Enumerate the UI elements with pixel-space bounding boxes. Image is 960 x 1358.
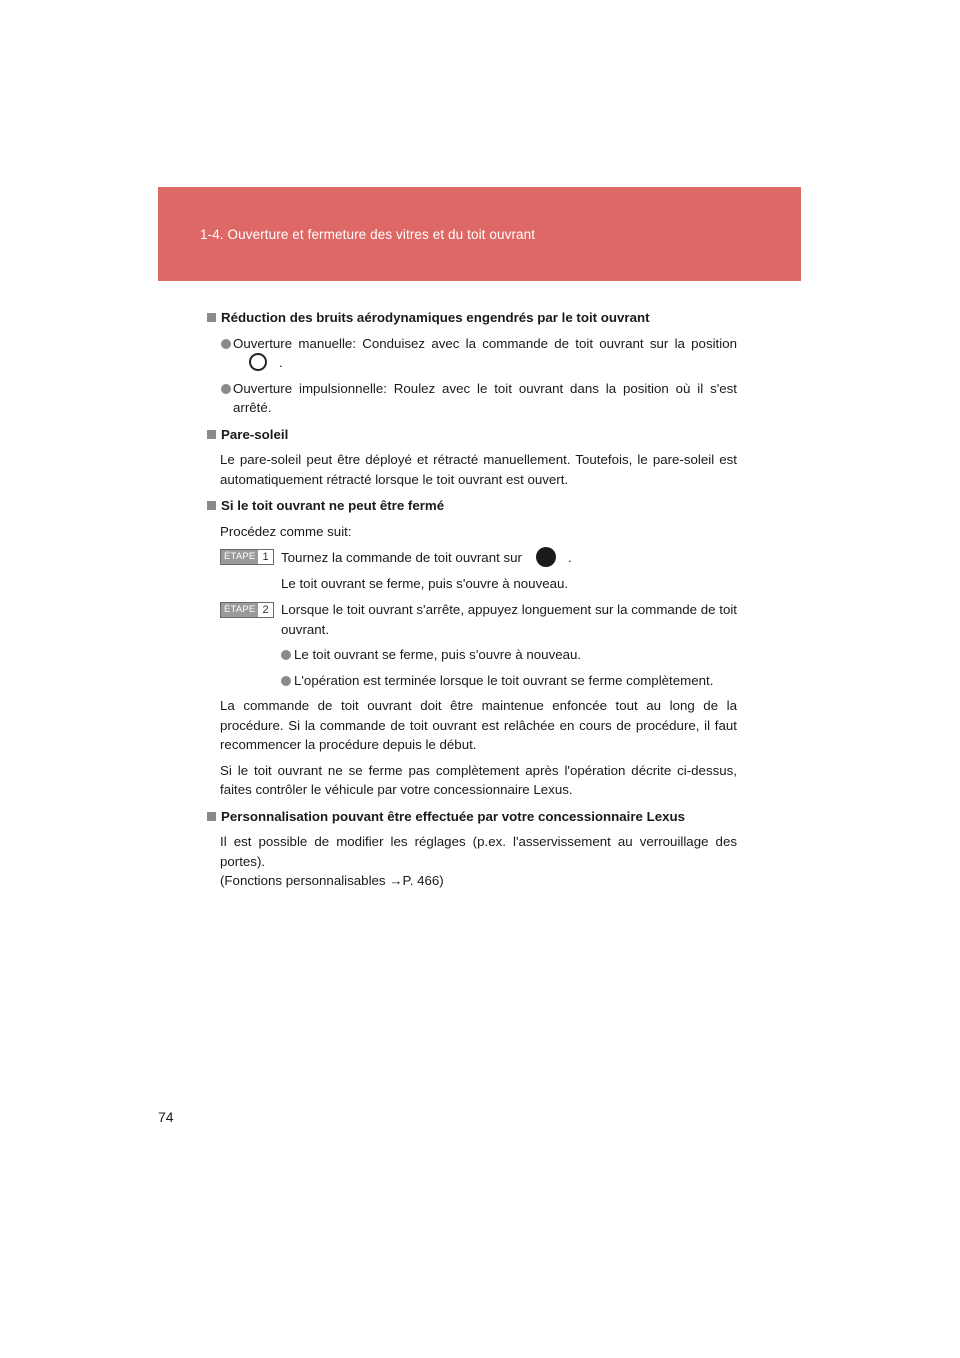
page-number: 74 [158,1109,174,1125]
square-bullet-icon [207,313,216,322]
customization-reference: (Fonctions personnalisables →P. 466) [220,873,444,888]
bullet-impulse-opening: Ouverture impulsionnelle: Roulez avec le toit ouvrant dans la position où il s'est arrêté. [207,379,737,418]
page-content [207,308,737,891]
hold-switch-paragraph: La commande de toit ouvrant doit être maintenue enfoncée tout au long de la procédure. Si la commande de toit ouvrant est relâchée en cours de procédure, il faut recommencer la procédure depuis le début. [220,698,737,752]
round-bullet-icon [281,676,291,686]
dealer-check-paragraph: Si le toit ouvrant ne se ferme pas complètement après l'opération décrite ci-dessus, faites contrôler le véhicule par votre concessionnaire Lexus. [220,762,737,797]
filled-circle-icon [536,547,556,567]
round-bullet-icon [281,650,291,660]
square-bullet-icon [207,430,216,439]
open-circle-icon [249,353,267,371]
procedure-intro: Procédez comme suit: [220,523,352,539]
customization-paragraph: Il est possible de modifier les réglages (p.ex. l'asservissement au verrouillage des portes). [220,834,737,869]
step-1: ÉTAPE 1 Tournez la commande de toit ouvrant sur . [207,547,737,568]
step-1-result: Le toit ouvrant se ferme, puis s'ouvre à nouveau. [281,575,569,591]
square-bullet-icon [207,501,216,510]
round-bullet-icon [221,339,231,349]
chapter-header-band [158,187,801,281]
step-2-bullet-1: Le toit ouvrant se ferme, puis s'ouvre à nouveau. [207,645,737,665]
step-2-bullet-2: L'opération est terminée lorsque le toit ouvrant se ferme complètement. [207,671,737,691]
step-badge: ÉTAPE 1 [220,549,274,565]
chapter-title: 1-4. Ouverture et fermeture des vitres et du toit ouvrant [200,227,536,242]
step-badge: ÉTAPE 2 [220,602,274,618]
bullet-manual-opening: Ouverture manuelle: Conduisez avec la commande de toit ouvrant sur la position. [207,334,737,373]
square-bullet-icon [207,812,216,821]
section-title-cannot-close: Si le toit ouvrant ne peut être fermé [207,496,737,516]
section-title-wind-noise: Réduction des bruits aérodynamiques engendrés par le toit ouvrant [207,308,737,328]
section-title-customization: Personnalisation pouvant être effectuée par votre concessionnaire Lexus [207,807,737,827]
sunshade-paragraph: Le pare-soleil peut être déployé et rétracté manuellement. Toutefois, le pare-soleil est automatiquement rétracté lorsque le toit ouvrant est ouvert. [220,452,737,487]
round-bullet-icon [221,384,231,394]
section-title-sunshade: Pare-soleil [207,425,737,445]
step-2: ÉTAPE 2 Lorsque le toit ouvrant s'arrête, appuyez longuement sur la commande de toit ouvrant. [207,600,737,639]
